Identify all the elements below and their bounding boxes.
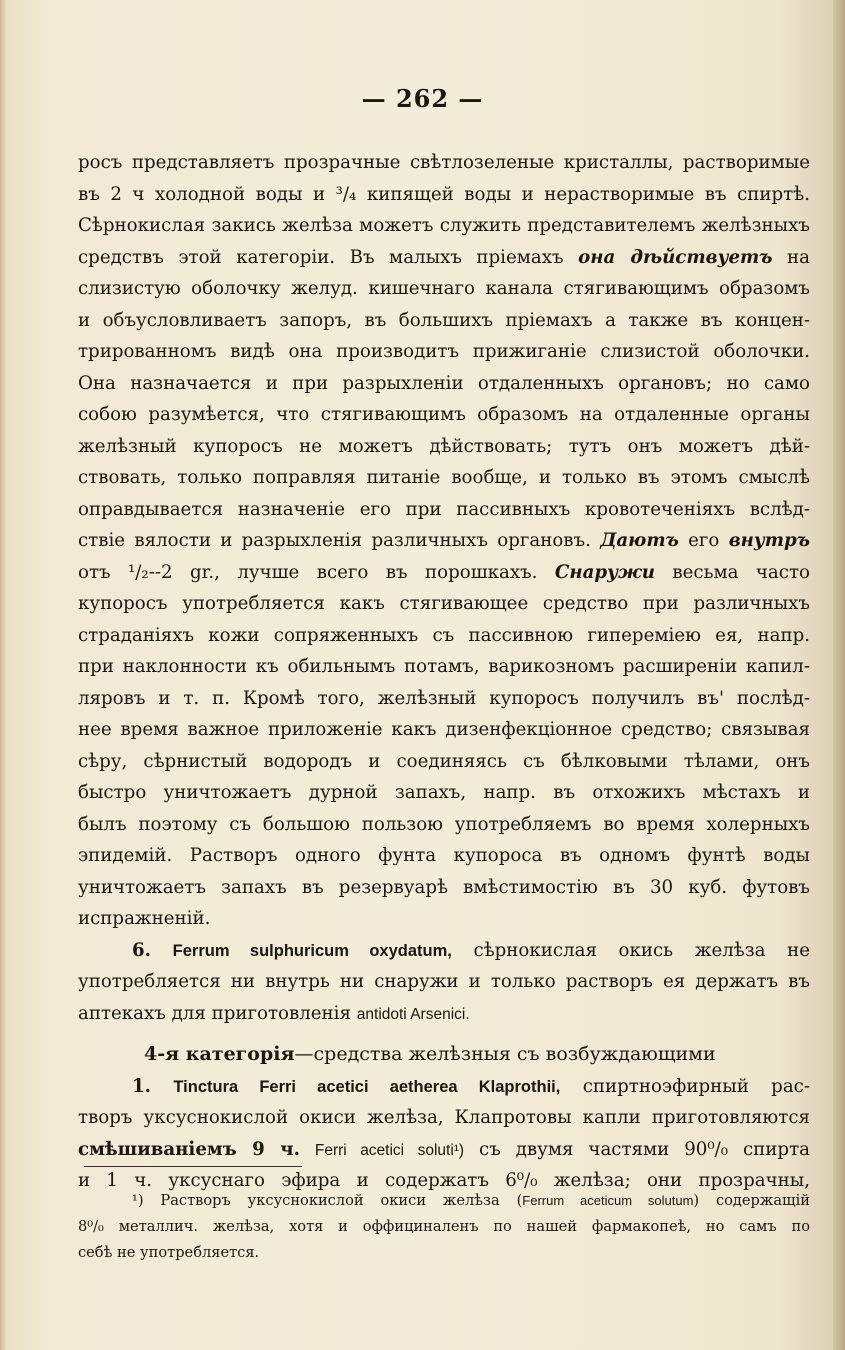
text-line: слизистую оболочку желуд. кишечнаго канала стягивающимъ образомъ — [78, 278, 810, 299]
text-segment: смѣшиваніемъ 9 ч. — [78, 1138, 300, 1160]
text-line: и объусловливаетъ запоръ, въ большихъ пріемахъ а также въ концен- — [78, 309, 810, 331]
text-line: творъ уксуснокислой окиси желѣза, Клапротовы капли приготовляются — [78, 1107, 810, 1128]
latin-name: Ferri acetici soluti¹) — [314, 1141, 465, 1159]
category-description: —средства желѣзныя съ возбуждающими — [294, 1043, 716, 1065]
text-segment: средствъ этой категоріи. Въ малыхъ пріемахъ — [78, 246, 564, 268]
footnote — [78, 1188, 810, 1266]
category-title: 4-я категорія — [144, 1043, 295, 1065]
text-line: испражненій. — [78, 908, 211, 929]
text-line: употребляется ни внутрь ни снаружи и только растворъ ея держатъ въ — [78, 971, 810, 992]
text-line: купоросъ употребляется какъ стягивающее средство при различныхъ — [78, 593, 810, 614]
footnote-line — [78, 1188, 810, 1214]
item-1-line-3 — [78, 1134, 810, 1166]
page-number: — 262 — — [361, 84, 484, 113]
text-line: собою разумѣется, что стягивающимъ образомъ на отдаленные органы — [78, 404, 810, 425]
main-text — [78, 147, 810, 1197]
latin-name: antidoti Arsenici. — [356, 1005, 470, 1023]
text-segment: сѣрнокислая окись желѣза не — [473, 939, 810, 961]
emphasis-text: внутръ — [728, 530, 810, 551]
footnote-line: 8⁰/₀ металлич. желѣза, хотя и оффициналенъ по нашей фармакопеѣ, но самъ по — [78, 1218, 810, 1235]
text-line: оправдывается назначеніе его при пассивныхъ кровотеченіяхъ вслѣд- — [78, 498, 810, 520]
footnote-divider — [84, 1166, 302, 1167]
text-line: сѣру, сѣрнистый водородъ и соединяясь съ бѣлковыми тѣлами, онъ — [78, 750, 810, 772]
item-6-line-1 — [78, 935, 810, 967]
text-line: росъ представляетъ прозрачные свѣтлозеленые кристаллы, растворимые — [78, 152, 810, 173]
latin-name: Ferrum sulphuricum oxydatum, — [172, 941, 452, 960]
text-line: трированномъ видѣ она производитъ прижиганіе слизистой оболочки. — [78, 341, 810, 362]
page-left-edge — [0, 0, 6, 1350]
text-line: и 1 ч. уксуснаго эфира и содержатъ 6⁰/₀ желѣза; они прозрачны, — [78, 1170, 810, 1191]
text-line: ляровъ и т. п. Кромѣ того, желѣзный купоросъ получилъ въ' послѣд- — [78, 687, 810, 709]
text-segment: весьма часто — [672, 561, 810, 583]
text-line: быстро уничтожаетъ дурной запахъ, напр. въ отхожихъ мѣстахъ и — [78, 782, 810, 803]
text-segment: спиртноэфирный рас- — [582, 1075, 810, 1097]
text-line: Она назначается и при разрыхленіи отдаленныхъ органовъ; но само — [78, 372, 810, 394]
text-line: эпидемій. Растворъ одного фунта купороса въ одномъ фунтѣ воды — [78, 845, 810, 866]
text-segment: съ двумя частями 90⁰/₀ спирта — [479, 1138, 810, 1160]
text-segment: его — [688, 530, 720, 551]
text-line: желѣзный купоросъ не можетъ дѣйствовать; тутъ онъ можетъ дѣй- — [78, 435, 810, 457]
item-number: 6. — [132, 939, 151, 961]
page-right-edge — [833, 0, 845, 1350]
item-6-line-3 — [78, 998, 810, 1030]
emphasis-text: она дѣйствуетъ — [578, 246, 773, 268]
text-line: въ 2 ч холодной воды и ³/₄ кипящей воды и нерастворимые въ спиртѣ. — [78, 183, 810, 205]
text-segment: на — [787, 246, 810, 268]
latin-name: Tinctura Ferri acetici aetherea Klaprothii, — [173, 1077, 561, 1096]
text-segment: ) содержащій — [693, 1192, 810, 1209]
emphasis-text: Даютъ — [600, 530, 679, 551]
text-line: нее время важное приложеніе какъ дизенфекціонное средство; связывая — [78, 719, 810, 740]
category-heading — [78, 1039, 810, 1071]
text-segment: отъ ¹/₂--2 gr., лучше всего въ порошкахъ. — [78, 561, 538, 583]
text-line: былъ поэтому съ большою пользою употребляемъ во время холерныхъ — [78, 813, 810, 835]
text-line: уничтожаетъ запахъ въ резервуарѣ вмѣстимостію въ 30 куб. футовъ — [78, 876, 810, 898]
text-segment: аптекахъ для приготовленія — [78, 1002, 351, 1024]
text-line-with-emphasis — [78, 525, 810, 557]
item-number: 1. — [132, 1075, 151, 1097]
text-line: ствовать, только поправляя питаніе вообще, и только въ этомъ смыслѣ — [78, 467, 810, 488]
text-segment: ¹) Растворъ уксуснокислой окиси желѣза ( — [132, 1192, 523, 1209]
text-line-with-emphasis — [78, 242, 810, 274]
text-line-with-emphasis — [78, 557, 810, 589]
text-line: при наклонности къ обильнымъ потамъ, варикозномъ расширеніи капил- — [78, 656, 810, 677]
latin-name: Ferrum aceticum solutum — [522, 1193, 694, 1208]
footnote-line: себѣ не употребляется. — [78, 1244, 260, 1261]
emphasis-text: Снаружи — [554, 561, 655, 583]
item-1-line-1 — [78, 1071, 810, 1103]
text-line: Сѣрнокислая закись желѣза можетъ служить представителемъ желѣзныхъ — [78, 215, 810, 236]
text-segment: ствіе вялости и разрыхленія различныхъ органовъ. — [78, 530, 591, 551]
text-line: страданіяхъ кожи сопряженныхъ съ пассивною гипереміею ея, напр. — [78, 624, 810, 646]
